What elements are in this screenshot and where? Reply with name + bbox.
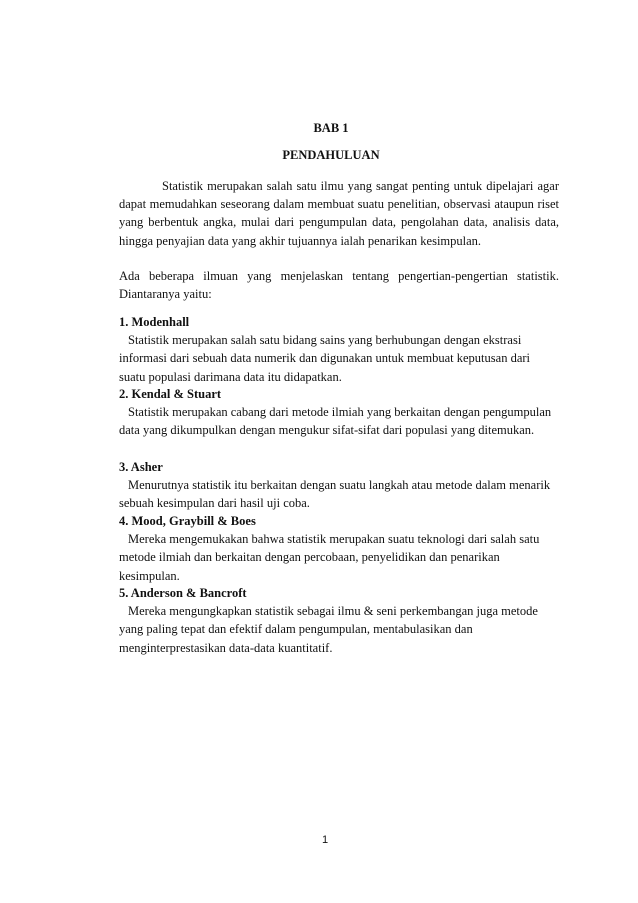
definition-item bbox=[119, 512, 559, 585]
intro-paragraph: Statistik merupakan salah satu ilmu yang sangat penting untuk dipelajari agar dapat memudahkan seseorang dalam membuat suatu penelitian, observasi ataupun riset yang berbentuk angka, mulai dari pengumpulan data, pengolahan data, analisis data, hingga penyajian data yang akhir tujuannya ialah penarikan kesimpulan. bbox=[119, 179, 559, 248]
definition-text: Mereka mengungkapkan statistik sebagai ilmu & seni perkembangan juga metode yang paling tepat dan efektif dalam pengumpulan, mentabulasikan dan menginterprestasikan data-data kuantitatif. bbox=[119, 604, 538, 655]
definition-item bbox=[119, 385, 559, 440]
page-number: 1 bbox=[321, 834, 329, 846]
chapter-label: BAB 1 bbox=[313, 121, 349, 135]
definition-item bbox=[119, 313, 559, 386]
definition-text: Statistik merupakan salah satu bidang sains yang berhubungan dengan ekstrasi informasi dari sebuah data numerik dan digunakan untuk membuat keputusan dari suatu populasi darimana data itu didapatkan. bbox=[119, 333, 530, 384]
definition-item bbox=[119, 584, 559, 657]
definition-text: Statistik merupakan cabang dari metode ilmiah yang berkaitan dengan pengumpulan data yang dikumpulkan dengan mengukur sifat-sifat dari populasi yang ditemukan. bbox=[119, 405, 552, 438]
definition-heading: 3. Asher bbox=[119, 460, 163, 474]
definition-text: Mereka mengemukakan bahwa statistik merupakan suatu teknologi dari salah satu metode ilmiah dan berkaitan dengan percobaan, penyelidikan dan penarikan kesimpulan. bbox=[119, 532, 540, 583]
chapter-title: PENDAHULUAN bbox=[282, 148, 380, 162]
definition-item bbox=[119, 458, 559, 513]
definition-heading: 2. Kendal & Stuart bbox=[119, 387, 222, 401]
lead-paragraph: Ada beberapa ilmuan yang menjelaskan tentang pengertian-pengertian statistik. Diantaranya yaitu: bbox=[119, 269, 559, 302]
definition-text: Menurutnya statistik itu berkaitan dengan suatu langkah atau metode dalam menarik sebuah kesimpulan dari hasil uji coba. bbox=[119, 478, 551, 511]
definition-heading: 5. Anderson & Bancroft bbox=[119, 586, 247, 600]
definition-heading: 4. Mood, Graybill & Boes bbox=[119, 514, 256, 528]
definition-heading: 1. Modenhall bbox=[119, 315, 190, 329]
